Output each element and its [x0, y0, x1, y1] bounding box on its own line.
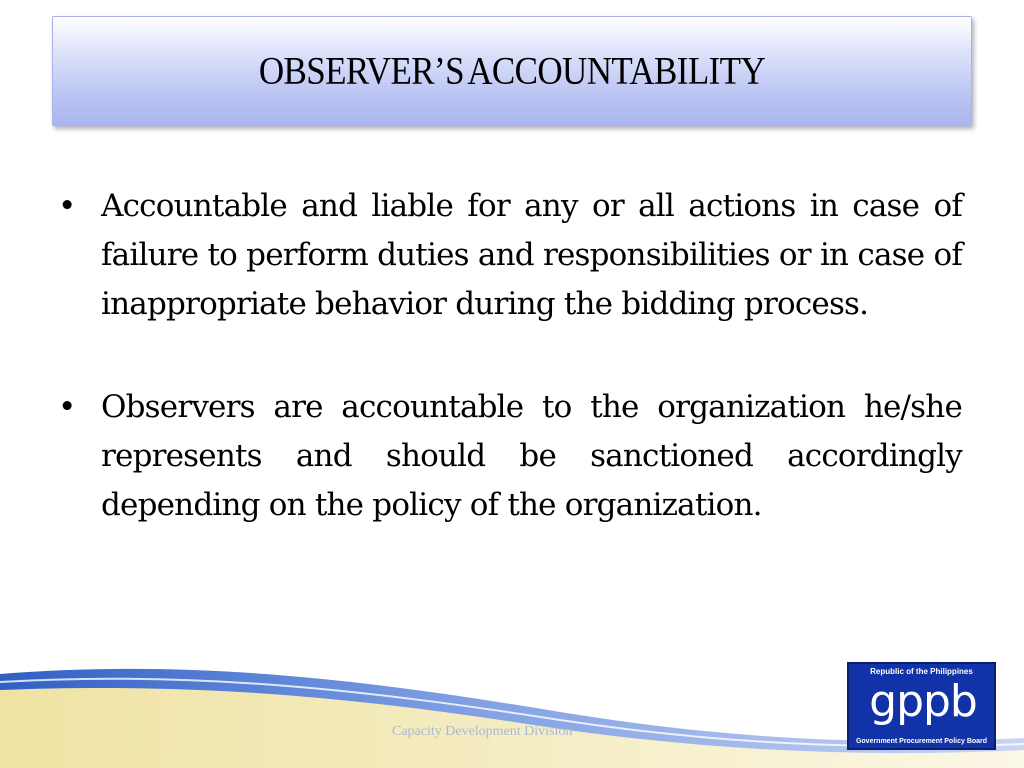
slide-title: OBSERVER’S ACCOUNTABILITY	[258, 48, 766, 93]
bullet-item	[58, 182, 962, 329]
bullet-list	[58, 182, 962, 530]
logo-mark	[859, 678, 987, 726]
title-box	[52, 16, 972, 126]
bullet-marker: •	[58, 389, 76, 425]
logo-bottom-text: Government Procurement Policy Board	[855, 738, 988, 745]
logo-mark-text: gppb	[869, 676, 977, 727]
bullet-marker: •	[58, 188, 76, 224]
logo-top-text: Republic of the Philippines	[870, 667, 973, 676]
bullet-text: Accountable and liable for any or all actions in case of failure to perform duties and responsibilities or in case of inappropriate behavior during the bidding process.	[101, 188, 962, 322]
gppb-logo	[847, 662, 996, 750]
bullet-text: Observers are accountable to the organization he/she represents and should be sanctioned accordingly depending on the policy of the organization.	[101, 389, 962, 523]
bullet-item	[58, 383, 962, 530]
footer-text: Capacity Development Division	[392, 724, 573, 739]
